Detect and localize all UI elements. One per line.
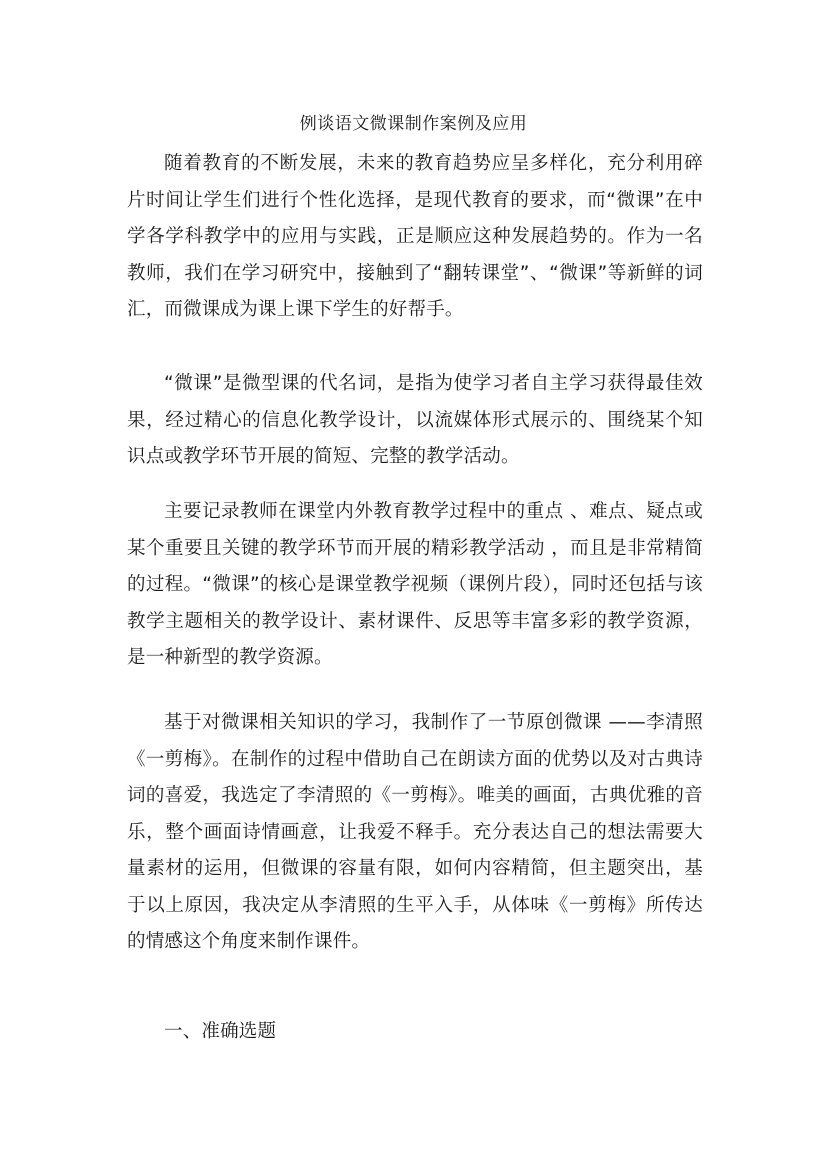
paragraph-content: 主要记录教师在课堂内外教育教学过程中的重点 、难点、疑点或某个重要且关键的教学环节而开展的精彩教学活动 ，而且是非常精简的过程。“微课”的核心是课堂教学视频（课例片段），同时还包括与该教学主题相关的教学设计、素材课件、反思等丰富多彩的教学资源，是一种新型的教学资源。: [127, 501, 703, 668]
paragraph-intro: 随着教育的不断发展，未来的教育趋势应呈多样化，充分利用碎片时间让学生们进行个性化选择，是现代教育的要求，而“微课”在中学各学科教学中的应用与实践，正是顺应这种发展趋势的。作为一名教师，我们在学习研究中，接触到了“翻转课堂”、“微课”等新鲜的词汇，而微课成为课上课下学生的好帮手。: [127, 153, 703, 320]
document-title: 例谈语文微课制作案例及应用: [299, 114, 528, 134]
paragraph-case: 基于对微课相关知识的学习，我制作了一节原创微课 ——李清照《一剪梅》。在制作的过程中借助自己在朗读方面的优势以及对古典诗词的喜爱，我选定了李清照的《一剪梅》。唯美的画面，古典优雅的音乐，整个画面诗情画意，让我爱不释手。充分表达自己的想法需要大量素材的运用，但微课的容量有限，如何内容精简，但主题突出，基于以上原因，我决定从李清照的生平入手，从体味《一剪梅》所传达的情感这个角度来制作课件。: [127, 712, 703, 952]
section-heading: 一、准确选题: [164, 1021, 277, 1042]
paragraph-definition: “微课”是微型课的代名词，是指为使学习者自主学习获得最佳效果，经过精心的信息化教学设计，以流媒体形式展示的、围绕某个知识点或教学环节开展的简短、完整的教学活动。: [127, 373, 703, 467]
